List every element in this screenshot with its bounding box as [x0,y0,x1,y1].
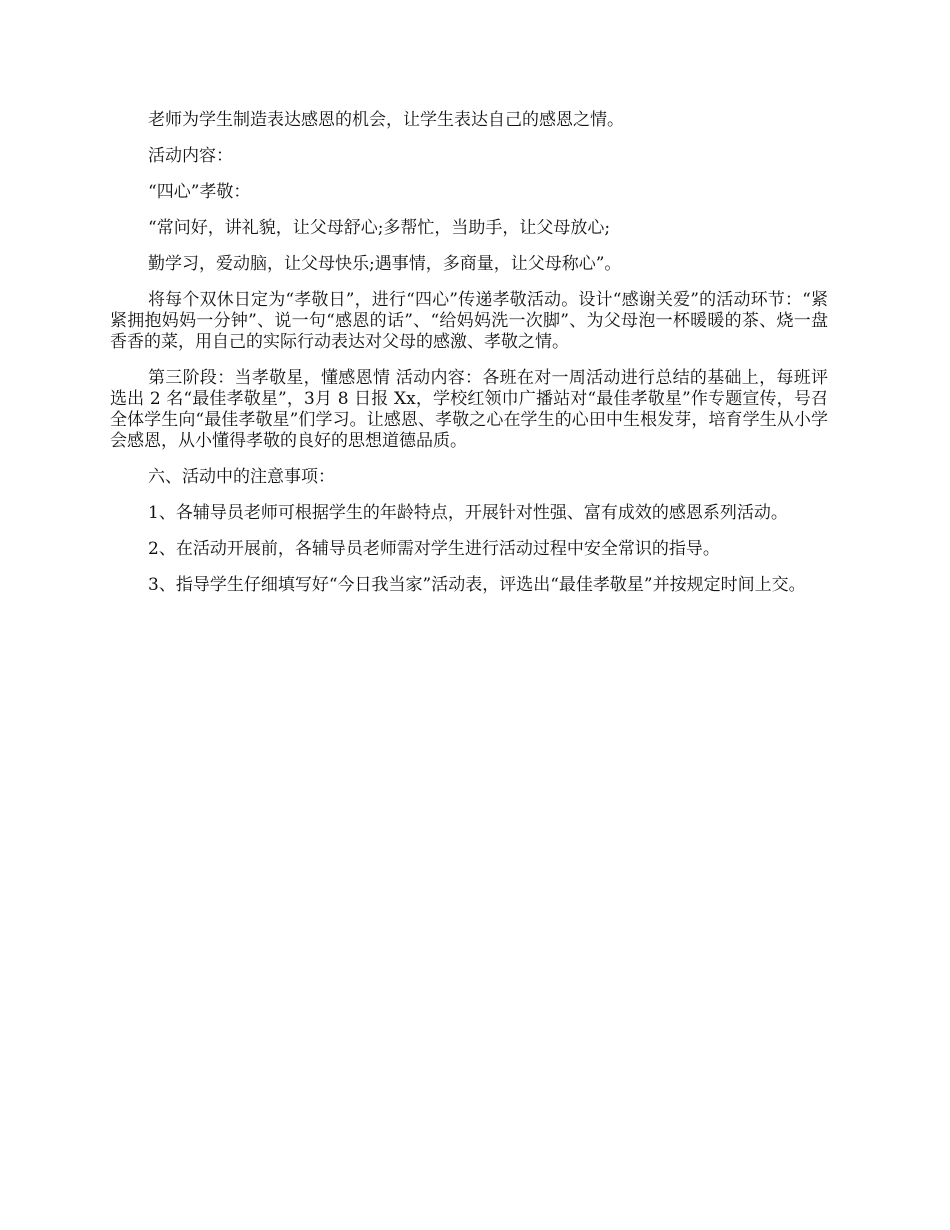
paragraph-activity-content-label: 活动内容： [148,146,233,166]
paragraph-four-hearts-title: “四心”孝敬： [148,182,251,202]
paragraph-four-hearts-line-2: 勤学习，爱动脑，让父母快乐;遇事情，多商量，让父母称心”。 [148,254,622,274]
paragraph-stage-three: 第三阶段：当孝敬星，懂感恩情 活动内容：各班在对一周活动进行总结的基础上，每班评选出 2 名“最佳孝敬星”，3月 8 日报 Xx，学校红领巾广播站对“最佳孝敬星”作专题宣传，号召全体学生向“最佳孝敬星”们学习。让感恩、孝敬之心在学生的心田中生根发芽，培育学生从小学会感恩，从小懂得孝敬的良好的思想道德品质。 [110,368,828,451]
paragraph-note-3: 3、指导学生仔细填写好“今日我当家”活动表，评选出“最佳孝敬星”并按规定时间上交。 [148,575,806,595]
paragraph-intro: 老师为学生制造表达感恩的机会，让学生表达自己的感恩之情。 [148,110,624,130]
paragraph-four-hearts-line-1: “常问好，讲礼貌，让父母舒心;多帮忙，当助手，让父母放心; [148,218,611,238]
paragraph-notes-heading: 六、活动中的注意事项： [148,467,335,487]
paragraph-note-1: 1、各辅导员老师可根据学生的年龄特点，开展针对性强、富有成效的感恩系列活动。 [148,503,788,523]
paragraph-note-2: 2、在活动开展前，各辅导员老师需对学生进行活动过程中安全常识的指导。 [148,539,720,559]
paragraph-filial-day: 将每个双休日定为“孝敬日”，进行“四心”传递孝敬活动。设计“感谢关爱”的活动环节：“紧紧拥抱妈妈一分钟”、说一句“感恩的话”、“给妈妈洗一次脚”、为父母泡一杯暖暖的茶、烧一盘香香的菜，用自己的实际行动表达对父母的感激、孝敬之情。 [110,290,828,352]
document-body [110,110,828,611]
